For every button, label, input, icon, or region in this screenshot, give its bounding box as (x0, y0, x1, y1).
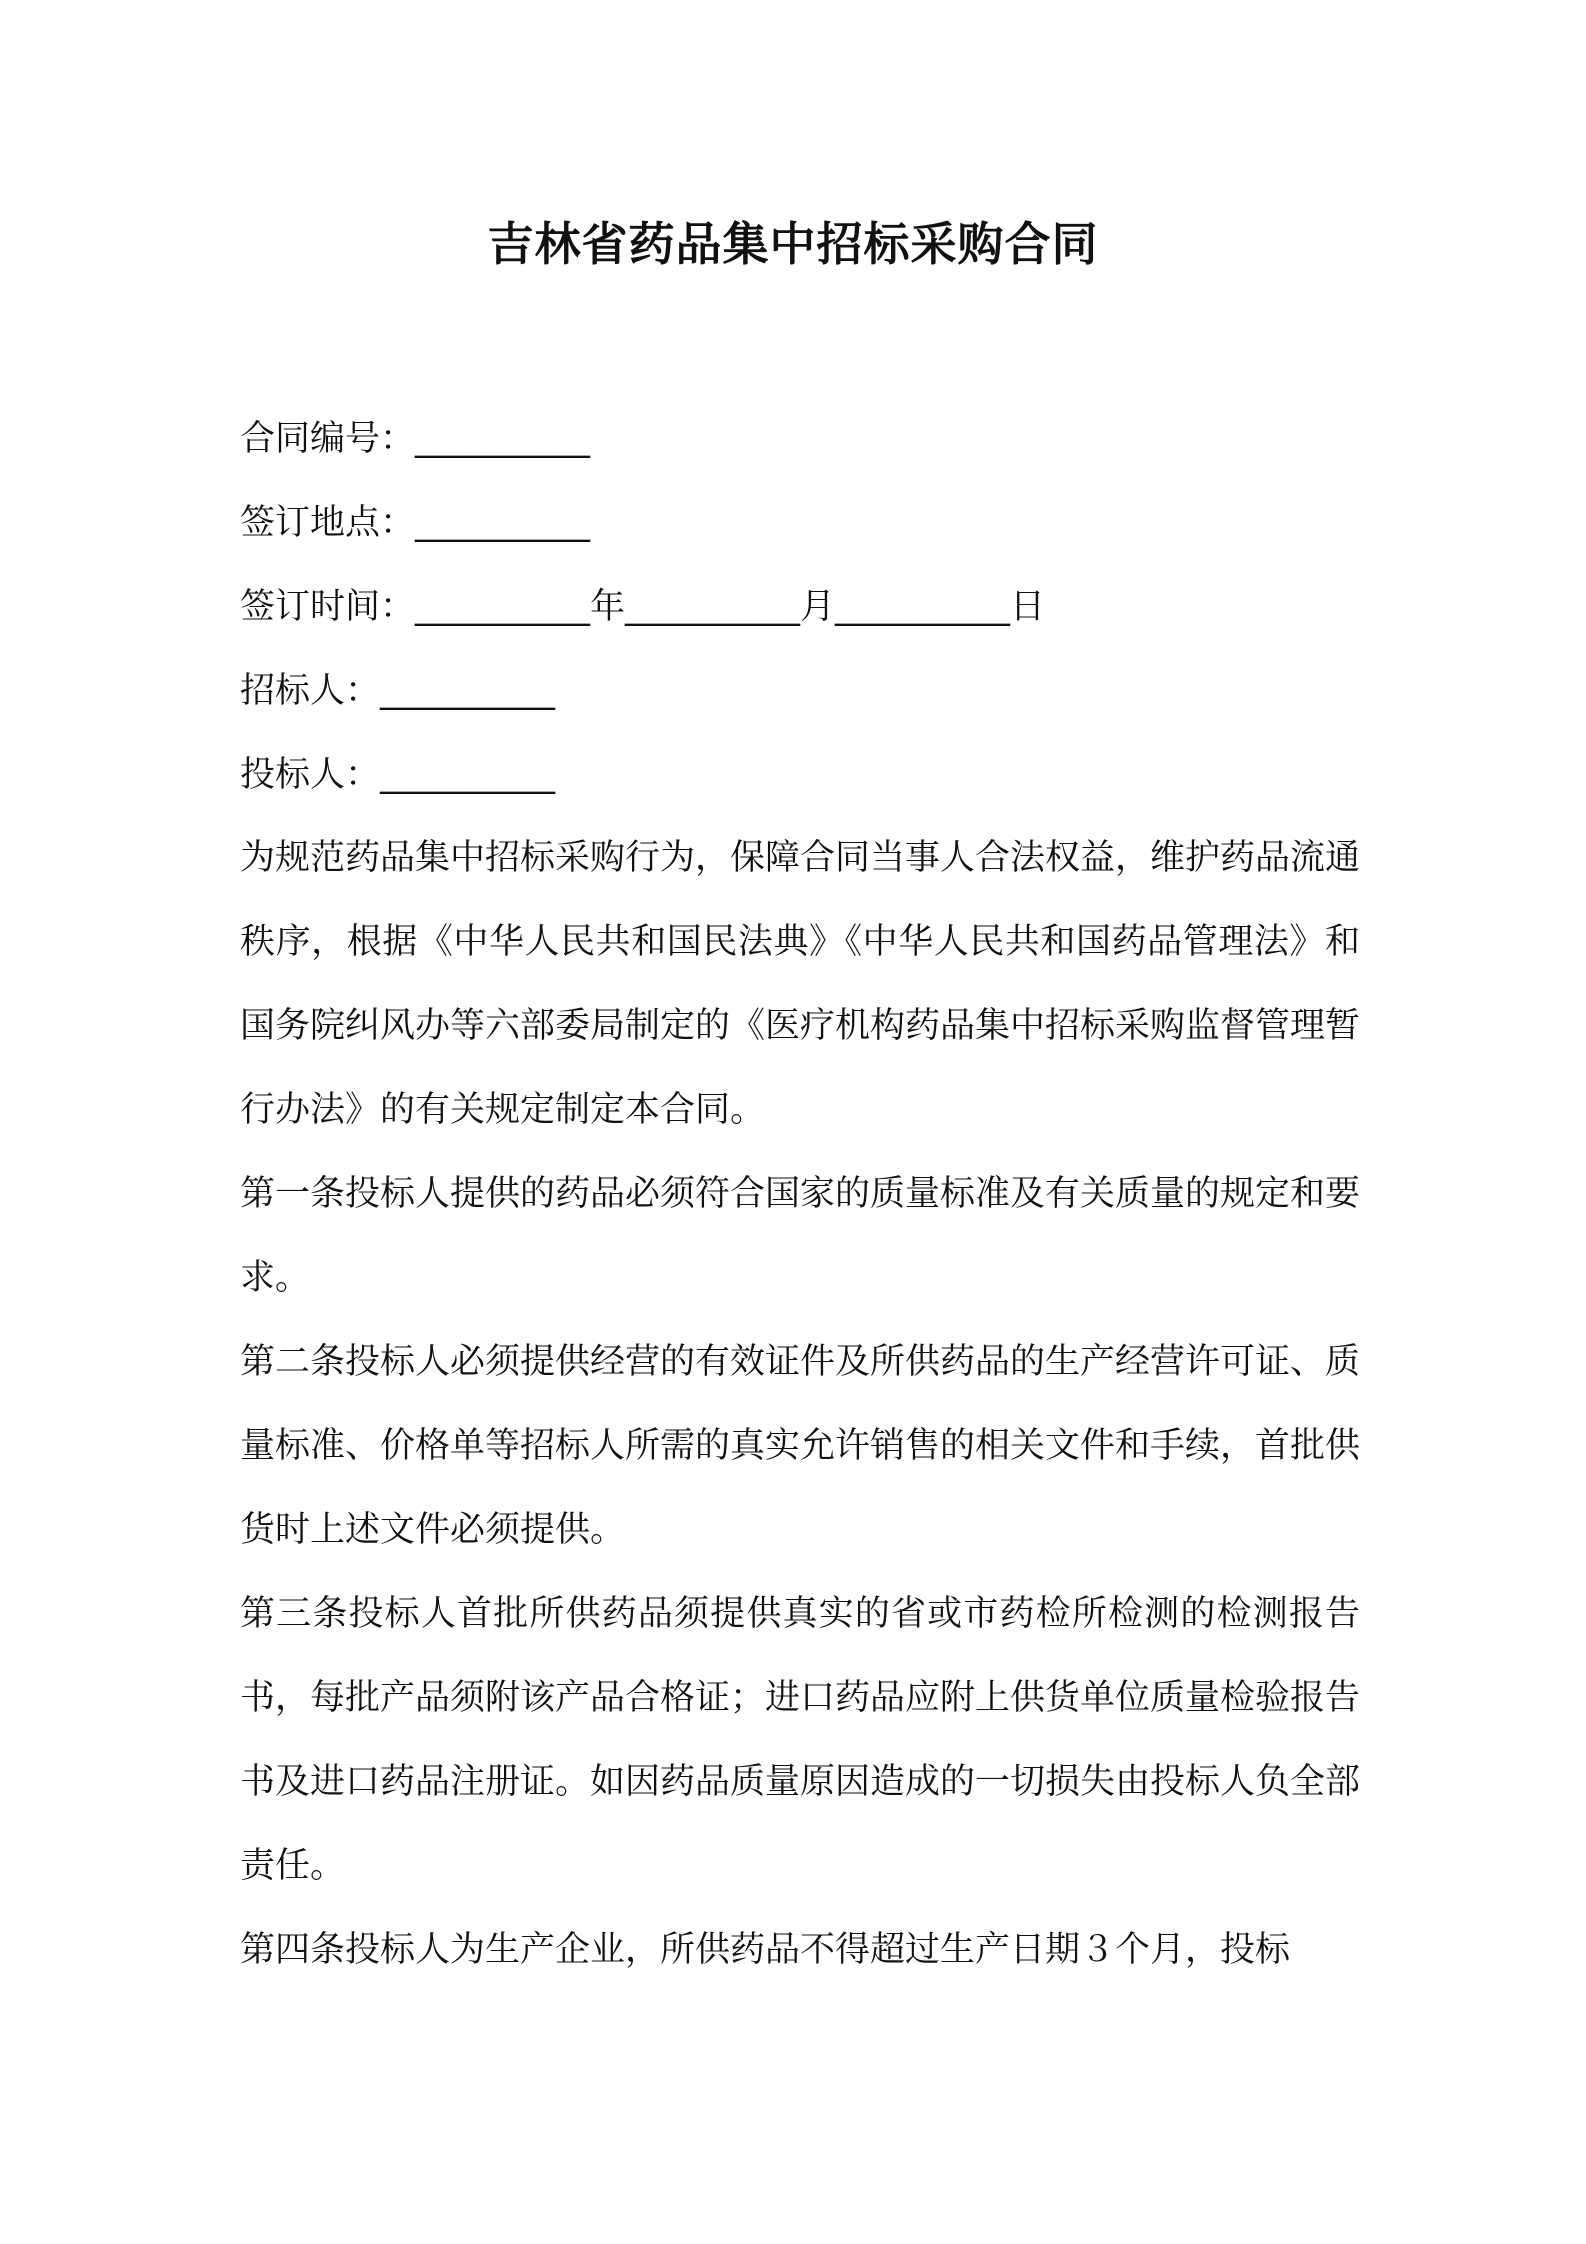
contract-number-field: 合同编号：__________ (240, 419, 591, 459)
document-title: 吉林省药品集中招标采购合同 (487, 217, 1099, 271)
article-3-paragraph: 第三条投标人首批所供药品须提供真实的省或市药检所检测的检测报告书，每批产品须附该产品合格证；进口药品应附上供货单位质量检验报告书及进口药品注册证。如因药品质量原因造成的一切损失由投标人负全部责任。 (240, 1594, 1361, 1886)
bidder-field: 投标人：__________ (240, 755, 556, 795)
article-4-paragraph: 第四条投标人为生产企业，所供药品不得超过生产日期３个月，投标 (240, 1930, 1291, 1970)
article-2-paragraph: 第二条投标人必须提供经营的有效证件及所供药品的生产经营许可证、质量标准、价格单等招标人所需的真实允许销售的相关文件和手续，首批供货时上述文件必须提供。 (240, 1342, 1361, 1550)
article-1-paragraph: 第一条投标人提供的药品必须符合国家的质量标准及有关质量的规定和要求。 (240, 1174, 1361, 1298)
preamble-paragraph: 为规范药品集中招标采购行为，保障合同当事人合法权益，维护药品流通秩序，根据《中华人民共和国民法典》《中华人民共和国药品管理法》和国务院纠风办等六部委局制定的《医疗机构药品集中招标采购监督管理暂行办法》的有关规定制定本合同。 (240, 838, 1361, 1130)
tenderer-field: 招标人：__________ (240, 671, 556, 711)
sign-place-field: 签订地点：__________ (240, 503, 591, 543)
contract-body (240, 816, 1360, 1992)
sign-time-field: 签订时间：__________年__________月__________日 (240, 587, 1046, 627)
